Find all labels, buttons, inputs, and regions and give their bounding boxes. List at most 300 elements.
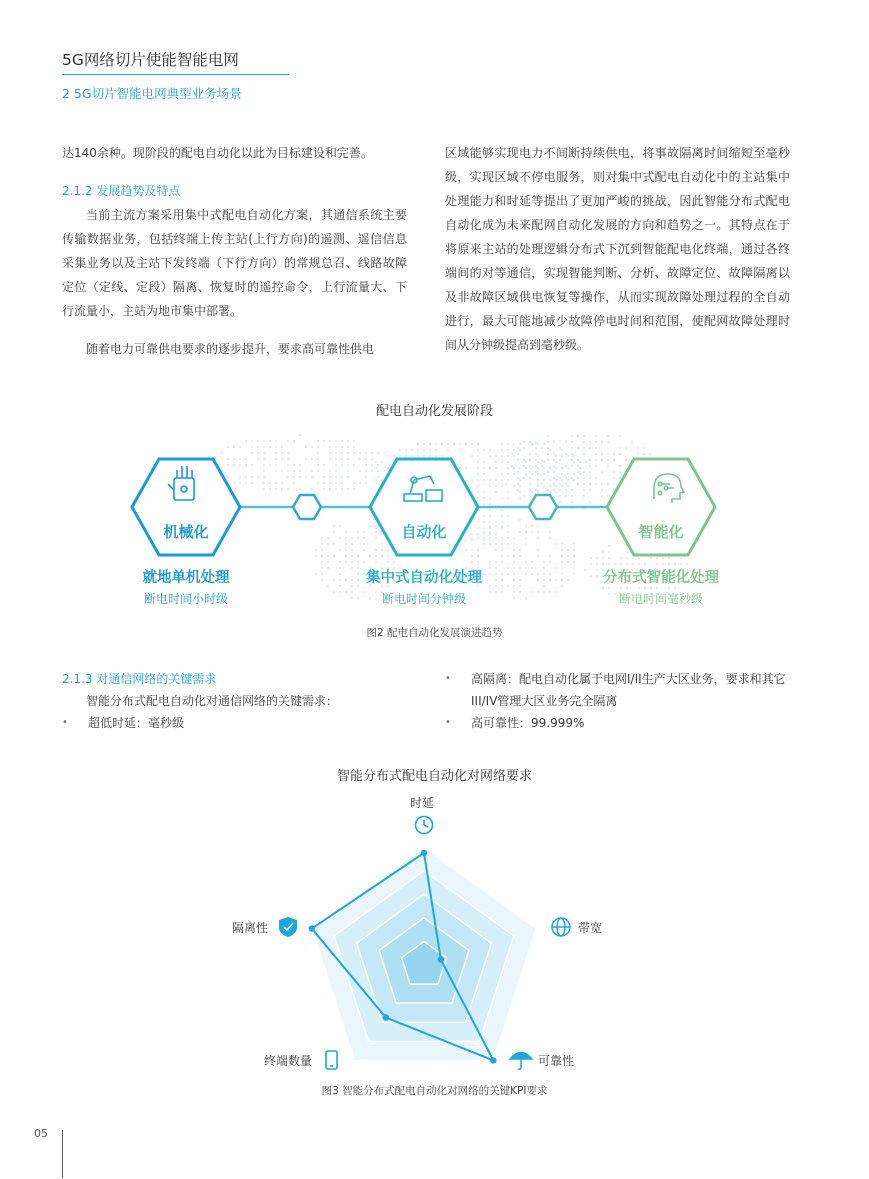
radar-rings <box>312 847 536 1060</box>
map-dot <box>501 473 503 475</box>
map-dot <box>341 464 343 466</box>
map-dot <box>357 561 359 563</box>
map-dot <box>477 455 479 457</box>
map-dot <box>375 531 377 533</box>
map-dot <box>555 455 557 457</box>
map-dot <box>327 561 329 563</box>
map-dot <box>535 489 537 491</box>
map-dot <box>525 473 527 475</box>
map-dot <box>601 495 603 497</box>
map-dot <box>555 591 557 593</box>
bullet-reliability-text: 高可靠性：99.999% <box>471 716 585 730</box>
map-dot <box>543 467 545 469</box>
map-dot <box>233 446 235 448</box>
map-dot <box>601 453 603 455</box>
map-dot <box>323 476 325 478</box>
map-dot <box>561 467 563 469</box>
map-dot <box>335 464 337 466</box>
axis-label-reliability: 可靠性 <box>538 1054 575 1068</box>
map-dot <box>686 563 688 565</box>
map-dot <box>561 549 563 551</box>
map-dot <box>281 470 283 472</box>
stage-label-automation: 自动化 <box>401 523 447 541</box>
map-dot <box>523 447 525 449</box>
map-dot <box>650 587 652 589</box>
map-dot <box>339 537 341 539</box>
map-dot <box>495 479 497 481</box>
map-dot <box>577 483 579 485</box>
map-dot <box>577 459 579 461</box>
stage-label-mechanization: 机械化 <box>163 523 209 541</box>
map-dot <box>680 563 682 565</box>
map-dot <box>393 455 395 457</box>
map-dot <box>381 543 383 545</box>
map-dot <box>377 452 379 454</box>
map-dot <box>583 495 585 497</box>
map-dot <box>371 464 373 466</box>
map-dot <box>495 543 497 545</box>
map-dot <box>399 455 401 457</box>
map-dot <box>459 461 461 463</box>
map-dot <box>441 455 443 457</box>
map-dot <box>399 449 401 451</box>
map-dot <box>281 488 283 490</box>
map-dot <box>347 452 349 454</box>
map-dot <box>269 464 271 466</box>
map-dot <box>345 555 347 557</box>
map-dot <box>365 452 367 454</box>
map-dot <box>501 525 503 527</box>
map-dot <box>227 464 229 466</box>
map-dot <box>477 479 479 481</box>
map-dot <box>495 491 497 493</box>
map-dot <box>555 485 557 487</box>
map-dot <box>620 557 622 559</box>
map-dot <box>523 459 525 461</box>
map-dot <box>365 458 367 460</box>
map-dot <box>535 465 537 467</box>
map-dot <box>311 476 313 478</box>
map-dot <box>375 561 377 563</box>
map-dot <box>537 525 539 527</box>
map-dot <box>263 440 265 442</box>
map-dot <box>637 447 639 449</box>
map-dot <box>351 543 353 545</box>
left-paragraph-1: 达140余种。现阶段的配电自动化以此为目标建设和完善。 <box>62 146 373 160</box>
map-dot <box>315 555 317 557</box>
map-dot <box>483 533 485 535</box>
map-dot <box>495 561 497 563</box>
map-dot <box>668 587 670 589</box>
bullet-latency-text: 超低时延：毫秒级 <box>88 716 185 730</box>
map-dot <box>519 467 521 469</box>
map-dot <box>477 561 479 563</box>
map-dot <box>281 446 283 448</box>
map-dot <box>239 482 241 484</box>
axis-label-bandwidth: 带宽 <box>578 921 603 935</box>
map-dot <box>565 441 567 443</box>
map-dot <box>543 491 545 493</box>
map-dot <box>559 447 561 449</box>
map-dot <box>257 458 259 460</box>
map-dot <box>375 479 377 481</box>
requirements-intro: 智能分布式配电自动化对通信网络的关键需求： <box>86 694 339 708</box>
map-dot <box>638 563 640 565</box>
map-dot <box>335 458 337 460</box>
map-dot <box>519 485 521 487</box>
umbrella-icon <box>510 1053 532 1070</box>
map-dot <box>565 483 567 485</box>
map-dot <box>549 573 551 575</box>
map-dot <box>317 464 319 466</box>
map-dot <box>251 452 253 454</box>
map-dot <box>559 459 561 461</box>
map-dot <box>577 471 579 473</box>
map-dot <box>531 491 533 493</box>
map-dot <box>632 557 634 559</box>
map-dot <box>543 561 545 563</box>
map-dot <box>375 537 377 539</box>
map-dot <box>327 537 329 539</box>
map-dot <box>405 455 407 457</box>
bullet-dot: • <box>445 673 451 684</box>
map-dot <box>626 587 628 589</box>
map-dot <box>643 447 645 449</box>
map-dot <box>477 555 479 557</box>
map-dot <box>477 473 479 475</box>
stage-label-intelligence: 智能化 <box>638 523 684 541</box>
map-dot <box>321 573 323 575</box>
map-dot <box>620 587 622 589</box>
map-dot <box>507 467 509 469</box>
map-dot <box>387 555 389 557</box>
map-dot <box>323 464 325 466</box>
map-dot <box>625 459 627 461</box>
map-dot <box>529 489 531 491</box>
map-dot <box>601 459 603 461</box>
map-dot <box>501 521 503 523</box>
map-dot <box>387 455 389 457</box>
map-dot <box>377 470 379 472</box>
header-rule <box>62 74 289 75</box>
figure3-caption: 图3 智能分布式配电自动化对网络的关键KPI要求 <box>321 1085 548 1097</box>
map-dot <box>565 495 567 497</box>
map-dot <box>585 461 587 463</box>
map-dot <box>579 473 581 475</box>
map-dot <box>429 443 431 445</box>
map-dot <box>239 446 241 448</box>
bullet-latency <box>62 712 407 734</box>
map-dot <box>573 549 575 551</box>
map-dot <box>459 545 461 547</box>
map-dot <box>656 563 658 565</box>
map-dot <box>535 453 537 455</box>
small-hexagon-2 <box>529 495 557 519</box>
map-dot <box>353 464 355 466</box>
map-dot <box>375 555 377 557</box>
map-dot <box>321 537 323 539</box>
map-dot <box>596 563 598 565</box>
map-dot <box>553 453 555 455</box>
map-dot <box>535 459 537 461</box>
map-dot <box>483 449 485 451</box>
map-dot <box>543 591 545 593</box>
map-dot <box>471 561 473 563</box>
map-dot <box>573 473 575 475</box>
map-dot <box>595 483 597 485</box>
map-dot <box>602 587 604 589</box>
map-dot <box>383 470 385 472</box>
axis-label-terminals: 终端数量 <box>264 1054 313 1068</box>
map-dot <box>359 452 361 454</box>
map-dot <box>537 537 539 539</box>
map-dot <box>263 476 265 478</box>
map-dot <box>495 537 497 539</box>
map-dot <box>607 441 609 443</box>
figure2-title: 配电自动化发展阶段 <box>375 404 493 419</box>
map-dot <box>263 488 265 490</box>
map-dot <box>333 531 335 533</box>
map-dot <box>489 525 491 527</box>
map-dot <box>529 459 531 461</box>
map-dot <box>357 531 359 533</box>
map-dot <box>245 464 247 466</box>
footer-rule <box>62 1130 63 1178</box>
map-dot <box>495 461 497 463</box>
map-dot <box>347 470 349 472</box>
map-dot <box>477 449 479 451</box>
map-dot <box>483 527 485 529</box>
map-dot <box>347 476 349 478</box>
map-dot <box>363 537 365 539</box>
map-dot <box>608 551 610 553</box>
map-dot <box>571 495 573 497</box>
map-dot <box>537 531 539 533</box>
map-dot <box>387 467 389 469</box>
map-dot <box>221 458 223 460</box>
radar-point-时延 <box>421 850 427 856</box>
map-dot <box>573 461 575 463</box>
map-dot <box>489 455 491 457</box>
map-dot <box>323 440 325 442</box>
clock-icon <box>416 817 433 834</box>
map-dot <box>567 549 569 551</box>
map-dot <box>513 473 515 475</box>
map-dot <box>513 449 515 451</box>
map-dot <box>553 477 555 479</box>
map-dot <box>489 561 491 563</box>
map-dot <box>477 527 479 529</box>
map-dot <box>483 491 485 493</box>
map-dot <box>483 537 485 539</box>
map-dot <box>601 489 603 491</box>
map-dot <box>565 489 567 491</box>
map-dot <box>513 549 515 551</box>
map-dot <box>269 488 271 490</box>
map-dot <box>619 477 621 479</box>
map-dot <box>459 443 461 445</box>
map-dot <box>333 525 335 527</box>
map-dot <box>287 464 289 466</box>
map-dot <box>477 443 479 445</box>
map-dot <box>583 489 585 491</box>
map-dot <box>573 479 575 481</box>
map-dot <box>571 453 573 455</box>
map-dot <box>257 440 259 442</box>
map-dot <box>477 485 479 487</box>
map-dot <box>495 533 497 535</box>
map-dot <box>465 467 467 469</box>
map-dot <box>263 452 265 454</box>
map-dot <box>519 479 521 481</box>
map-dot <box>371 452 373 454</box>
map-dot <box>245 476 247 478</box>
map-dot <box>281 458 283 460</box>
map-dot <box>547 441 549 443</box>
map-dot <box>341 446 343 448</box>
map-dot <box>589 483 591 485</box>
figure3-title: 智能分布式配电自动化对网络要求 <box>336 769 532 784</box>
map-dot <box>227 458 229 460</box>
map-dot <box>523 495 525 497</box>
map-dot <box>529 453 531 455</box>
left-paragraph-3: 随着电力可靠供电要求的逐步提升，要求高可靠性供电 <box>86 342 375 356</box>
map-dot <box>417 449 419 451</box>
map-dot <box>465 549 467 551</box>
map-dot <box>674 563 676 565</box>
map-dot <box>519 443 521 445</box>
stage-name-centralized: 集中式自动化处理 <box>366 570 482 586</box>
map-dot <box>371 458 373 460</box>
map-dot <box>573 555 575 557</box>
map-dot <box>571 435 573 437</box>
map-dot <box>507 455 509 457</box>
map-dot <box>549 467 551 469</box>
map-dot <box>351 561 353 563</box>
map-dot <box>329 458 331 460</box>
map-dot <box>561 561 563 563</box>
map-dot <box>411 455 413 457</box>
map-dot <box>613 477 615 479</box>
right-paragraph-1: 区域能够实现电力不间断持续供电，将事故隔离时间缩短至毫秒级，实现区域不停电服务，则对集中式配电自动化中的主站集中处理能力和时延等提出了更加严峻的挑战，因此智能分布式配电自动化成为未来配网自动化发展的方向和趋势之一。其特点在于将原来主站的处理逻辑分布式下沉到智能配电化终端，通过各终端间的对等通信，实现智能判断、分析、故障定位、故障隔离以及非故障区域供电恢复等操作，从而实现故障处理过程的全自动进行，最大可能地减少故障停电时间和范围，使配网故障处理时间从分钟级提高到毫秒级。 <box>445 146 790 352</box>
map-dot <box>257 446 259 448</box>
map-dot <box>495 455 497 457</box>
map-dot <box>531 567 533 569</box>
map-dot <box>567 455 569 457</box>
map-dot <box>501 443 503 445</box>
map-dot <box>561 479 563 481</box>
map-dot <box>602 557 604 559</box>
map-dot <box>489 485 491 487</box>
map-dot <box>607 483 609 485</box>
map-dot <box>561 449 563 451</box>
map-dot <box>547 459 549 461</box>
map-dot <box>345 531 347 533</box>
map-dot <box>329 440 331 442</box>
map-dot <box>517 459 519 461</box>
map-dot <box>381 549 383 551</box>
map-dot <box>353 446 355 448</box>
map-dot <box>547 489 549 491</box>
map-dot <box>483 521 485 523</box>
map-dot <box>589 459 591 461</box>
map-dot <box>537 555 539 557</box>
map-dot <box>501 549 503 551</box>
map-dot <box>381 479 383 481</box>
map-dot <box>555 467 557 469</box>
map-dot <box>489 497 491 499</box>
map-dot <box>555 479 557 481</box>
map-dot <box>311 446 313 448</box>
map-dot <box>471 537 473 539</box>
map-dot <box>329 446 331 448</box>
map-dot <box>505 483 507 485</box>
map-dot <box>471 533 473 535</box>
map-dot <box>555 567 557 569</box>
map-dot <box>525 567 527 569</box>
map-dot <box>626 557 628 559</box>
map-dot <box>507 525 509 527</box>
map-dot <box>601 471 603 473</box>
map-dot <box>287 476 289 478</box>
map-dot <box>471 549 473 551</box>
map-dot <box>299 470 301 472</box>
map-dot <box>674 587 676 589</box>
map-dot <box>287 488 289 490</box>
map-dot <box>517 483 519 485</box>
map-dot <box>561 543 563 545</box>
map-dot <box>389 464 391 466</box>
figure2-caption: 图2 配电自动化发展演进趋势 <box>366 627 503 639</box>
map-dot <box>680 557 682 559</box>
map-dot <box>549 537 551 539</box>
map-dot <box>525 467 527 469</box>
map-dot <box>495 549 497 551</box>
map-dot <box>601 441 603 443</box>
map-dot <box>489 449 491 451</box>
map-dot <box>269 482 271 484</box>
map-dot <box>341 482 343 484</box>
map-dot <box>375 525 377 527</box>
map-dot <box>529 477 531 479</box>
map-dot <box>567 485 569 487</box>
map-dot <box>637 453 639 455</box>
map-dot <box>483 543 485 545</box>
map-dot <box>321 549 323 551</box>
map-dot <box>245 440 247 442</box>
map-dot <box>447 449 449 451</box>
map-dot <box>656 557 658 559</box>
map-dot <box>239 464 241 466</box>
map-dot <box>287 440 289 442</box>
map-dot <box>537 443 539 445</box>
map-dot <box>537 549 539 551</box>
bullet-isolation-text: 高隔离：配电自动化属于电网I/II生产大区业务，要求和其它III/IV管理大区业务完全隔离 <box>471 672 786 708</box>
map-dot <box>507 449 509 451</box>
axis-label-latency: 时延 <box>410 796 435 810</box>
map-dot <box>513 555 515 557</box>
map-dot <box>553 483 555 485</box>
map-dot <box>239 458 241 460</box>
map-dot <box>275 458 277 460</box>
map-dot <box>477 537 479 539</box>
map-dot <box>555 579 557 581</box>
map-dot <box>507 491 509 493</box>
map-dot <box>335 452 337 454</box>
map-dot <box>305 476 307 478</box>
map-dot <box>519 519 521 521</box>
map-dot <box>335 440 337 442</box>
